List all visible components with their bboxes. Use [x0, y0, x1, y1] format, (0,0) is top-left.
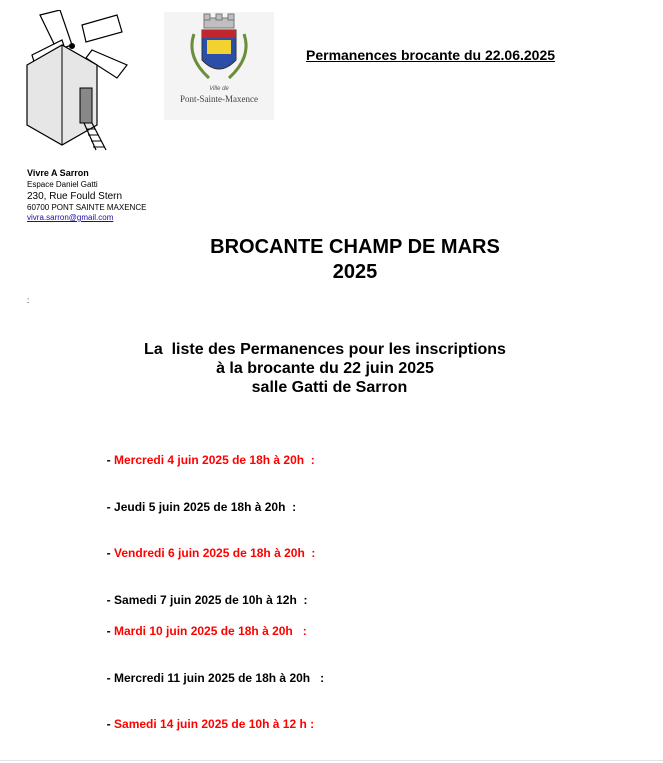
intro-line2: à la brocante du 22 juin 2025	[216, 360, 434, 377]
crest-caption-line1: Ville de	[209, 86, 229, 92]
main-title-line1: BROCANTE CHAMP DE MARS	[210, 236, 500, 258]
intro-line3: salle Gatti de Sarron	[242, 379, 408, 396]
crest-caption-line2: Pont-Sainte-Maxence	[180, 94, 258, 104]
organization-place: Espace Daniel Gatti	[27, 180, 98, 189]
intro-text	[100, 340, 550, 397]
organization-email-link[interactable]: vivra.sarron@gmail.com	[27, 213, 114, 222]
stray-colon: :	[27, 296, 30, 305]
permanence-date: Vendredi 6 juin 2025 de 18h à 20h :	[114, 546, 316, 560]
permanence-item: - Samedi 7 juin 2025 de 10h à 12h :	[106, 593, 308, 607]
permanence-item: - Mercredi 11 juin 2025 de 18h à 20h :	[106, 671, 325, 685]
organization-name: Vivre A Sarron	[27, 168, 89, 178]
permanence-date: Samedi 7 juin 2025 de 10h à 12h :	[114, 593, 308, 607]
intro-line1: La liste des Permanences pour les inscriptions	[144, 341, 506, 358]
organization-street: 230, Rue Fould Stern	[27, 191, 123, 202]
permanence-date: Mardi 10 juin 2025 de 18h à 20h :	[114, 624, 307, 638]
permanence-date: Mercredi 11 juin 2025 de 18h à 20h :	[114, 671, 325, 685]
permanence-item: - Jeudi 5 juin 2025 de 18h à 20h :	[106, 500, 297, 514]
permanence-date: Jeudi 5 juin 2025 de 18h à 20h :	[114, 500, 297, 514]
permanence-item: - Mercredi 4 juin 2025 de 18h à 20h :	[106, 453, 315, 467]
permanence-date: Samedi 14 juin 2025 de 10h à 12 h :	[114, 717, 315, 731]
main-title	[150, 235, 560, 285]
page-bottom-divider	[0, 760, 663, 761]
windmill-logo	[22, 10, 142, 152]
permanence-item: - Samedi 14 juin 2025 de 10h à 12 h :	[106, 717, 315, 731]
permanence-date: Mercredi 4 juin 2025 de 18h à 20h :	[114, 453, 315, 467]
header-title: Permanences brocante du 22.06.2025	[306, 47, 556, 63]
permanence-item: - Vendredi 6 juin 2025 de 18h à 20h :	[106, 546, 316, 560]
crest-icon	[164, 12, 274, 92]
organization-city: 60700 PONT SAINTE MAXENCE	[27, 203, 147, 212]
permanence-item: - Mardi 10 juin 2025 de 18h à 20h :	[106, 624, 307, 638]
main-title-line2: 2025	[332, 261, 378, 283]
